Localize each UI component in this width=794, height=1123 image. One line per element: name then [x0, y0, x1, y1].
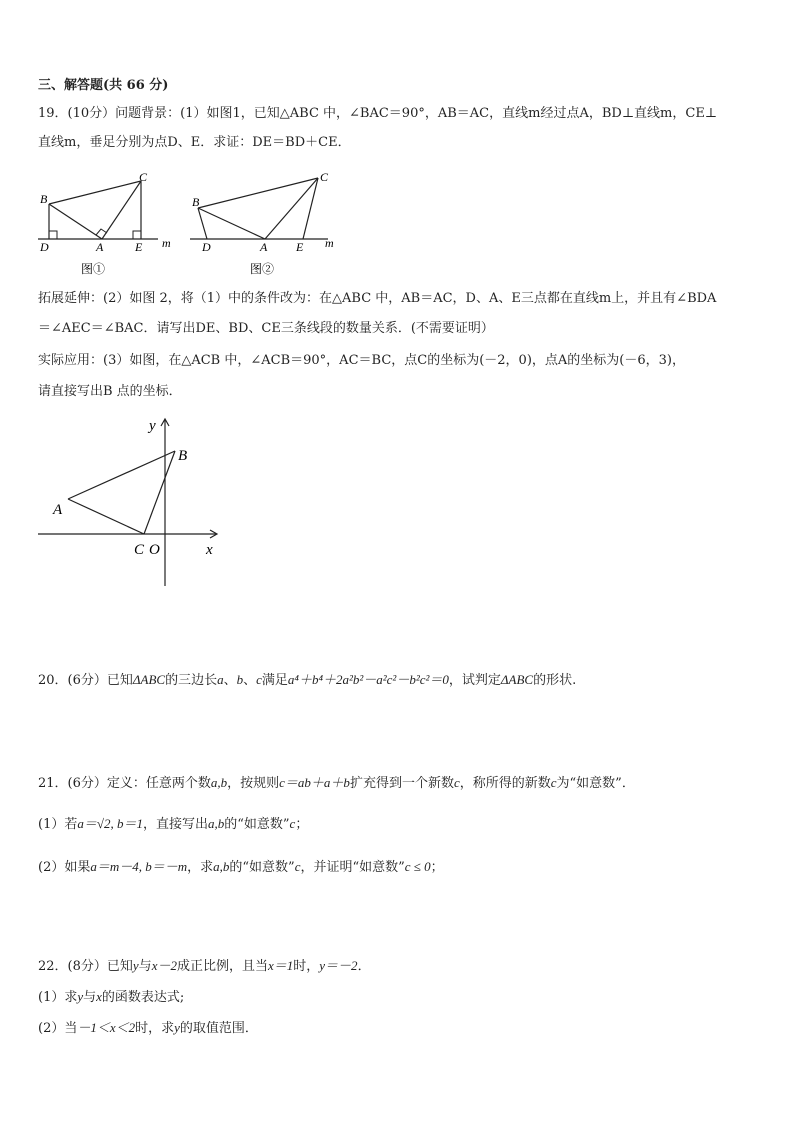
q20-equation: a⁴＋b⁴＋2a²b²－a²c²－b²c²＝0: [287, 672, 449, 687]
q22-p2y: y: [174, 1020, 180, 1035]
q20-suffix: 的形状.: [533, 673, 577, 688]
fig3-label-a: A: [53, 502, 63, 518]
q21-p1c: 的“如意数”: [224, 817, 290, 832]
fig1-right-angle-d: [49, 231, 57, 239]
q20-triangle: ΔABC: [132, 672, 166, 687]
q20-mid3: ，试判定: [448, 673, 501, 688]
fig3-segment-ab: [68, 451, 175, 499]
q21-p2d: ，并证明“如意数”: [300, 860, 405, 875]
q22-y: y: [132, 958, 139, 973]
q21-p2cond: a＝m－4, b＝－m: [90, 859, 188, 874]
q21-p2var: c: [294, 859, 301, 874]
q22-range: －1＜x＜2: [77, 1020, 136, 1035]
q19-figure-1: [30, 165, 180, 280]
q20-mid1: 的三边长: [165, 673, 218, 688]
q21-p1a: (1）若: [38, 817, 78, 832]
q21-p1b: ，直接写出: [142, 817, 208, 832]
fig2-label-a: A: [260, 240, 268, 254]
fig2-label-c: C: [320, 170, 329, 184]
fig1-label-c: C: [139, 170, 148, 184]
q21-part1: [38, 815, 308, 834]
q21-line1e: 为“如意数”．: [556, 776, 635, 791]
q21-p1ab: a,b: [208, 816, 225, 831]
fig3-label-y: y: [149, 418, 156, 434]
q19-line5: 实际应用：(3）如图，在△ACB 中，∠ACB＝90°，AC＝BC，点C的坐标为(－2，0)，点A的坐标为(－6，3)，: [38, 353, 685, 368]
fig2-segment-bc: [198, 178, 318, 208]
q22-part1: [38, 988, 184, 1007]
fig3-label-x: x: [206, 542, 213, 558]
q20-var-c: c: [256, 672, 262, 687]
fig1-caption: 图①: [81, 262, 106, 276]
q21-p1cond: a＝√2, b＝1: [77, 816, 143, 831]
fig3-label-c: C: [134, 542, 145, 558]
q19-line2: 直线m，垂足分别为点D、E．求证：DE＝BD＋CE．: [38, 135, 351, 150]
q21-line1b: ，按规则: [227, 776, 280, 791]
fig2-label-e: E: [296, 240, 304, 254]
q20-var-a: a: [217, 672, 224, 687]
q21-line1d: ，称所得的新数: [459, 776, 551, 791]
fig2-caption: 图②: [250, 262, 275, 276]
fig2-segment-ba: [198, 208, 265, 239]
q21-line1c: 扩充得到一个新数: [349, 776, 454, 791]
q22-p2b: 时，求: [135, 1021, 175, 1036]
q22-line1a: 22．(8分）已知: [38, 959, 133, 974]
q22-line1d: 时，: [293, 959, 320, 974]
section-title: 三、解答题(共 66 分): [38, 78, 169, 93]
q21-p2b: ，求: [187, 860, 214, 875]
q21-p2ab: a,b: [213, 859, 230, 874]
fig2-label-m: m: [325, 236, 334, 250]
q22-p1c: 的函数表达式;: [101, 990, 185, 1005]
q21-p2e: ；: [430, 860, 444, 875]
q22-p1b: 与: [83, 990, 97, 1005]
fig1-label-b: B: [40, 192, 48, 206]
q19-line3: 拓展延伸：(2）如图 2，将（1）中的条件改为：在△ABC 中，AB＝AC，D、A、E三点都在直线m上，并且有∠BDA: [38, 291, 717, 306]
q22-p1x: x: [96, 989, 102, 1004]
q19-line4: ＝∠AEC＝∠BAC．请写出DE、BD、CE三条线段的数量关系．(不需要证明）: [38, 321, 494, 336]
fig1-label-a: A: [96, 240, 104, 254]
q20-mid2: 满足: [261, 673, 288, 688]
fig1-label-e: E: [135, 240, 143, 254]
fig3-label-o: O: [149, 542, 160, 558]
q21-line1a: 21．(6分）定义：任意两个数: [38, 776, 211, 791]
fig1-right-angle-e: [133, 231, 141, 239]
fig2-label-d: D: [202, 240, 211, 254]
q22-xm2: x－2: [151, 958, 177, 973]
q21-rule: c＝ab＋a＋b: [279, 775, 350, 790]
fig3-label-b: B: [178, 448, 188, 464]
q20-sep1: 、: [223, 673, 237, 688]
q21-c2: c: [550, 775, 557, 790]
q21-p1d: ；: [295, 817, 309, 832]
q21-part2: [38, 858, 444, 877]
q21-c1: c: [453, 775, 460, 790]
q21-line1: [38, 774, 635, 793]
q22-line1c: 成正比例，且当: [176, 959, 268, 974]
q22-y2: y＝－2: [319, 958, 358, 973]
q22-line1b: 与: [138, 959, 152, 974]
q19-figure-2: [188, 165, 348, 280]
q21-p2a: (2）如果: [38, 860, 91, 875]
fig1-label-d: D: [40, 240, 49, 254]
fig2-segment-bd: [198, 208, 207, 239]
q21-p2ineq: c ≤ 0: [404, 859, 431, 874]
q22-line1: [38, 957, 371, 976]
q22-p2c: 的取值范围．: [179, 1021, 258, 1036]
q19-line6: 请直接写出B 点的坐标．: [38, 384, 182, 399]
fig3-segment-ac: [68, 499, 144, 534]
q22-part2: [38, 1019, 258, 1038]
q22-p1y: y: [77, 989, 84, 1004]
q20-sep2: 、: [243, 673, 257, 688]
q22-x1: x＝1: [267, 958, 294, 973]
q20-prefix: 20．(6分）已知: [38, 673, 133, 688]
q22-p2a: (2）当: [38, 1021, 78, 1036]
q20-triangle-2: ΔABC: [500, 672, 534, 687]
q19-line1: 19．(10分）问题背景：(1）如图1，已知△ABC 中，∠BAC＝90°，AB＝AC，直线m经过点A，BD⊥直线m，CE⊥: [38, 106, 718, 121]
q20-line: [38, 671, 576, 690]
q19-figure-3: [30, 410, 230, 590]
q21-p2c: 的“如意数”: [229, 860, 295, 875]
fig2-label-b: B: [192, 195, 200, 209]
q20-var-b: b: [236, 672, 244, 687]
q21-p1var: c: [289, 816, 296, 831]
q21-ab: a,b: [210, 775, 228, 790]
q22-p1a: (1）求: [38, 990, 78, 1005]
fig1-label-m: m: [162, 236, 171, 250]
q22-line1e: ．: [357, 959, 371, 974]
